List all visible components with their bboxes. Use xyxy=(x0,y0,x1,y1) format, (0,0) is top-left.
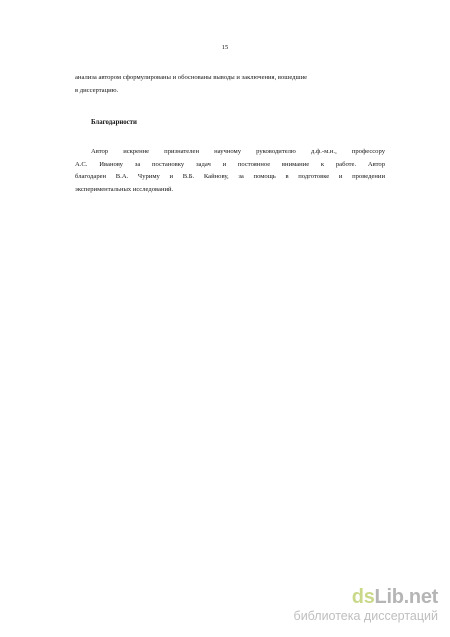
paragraph-line: экспериментальных исследований. xyxy=(75,185,174,193)
paragraph-line: А.С. Иванову за постановку задач и постоянное внимание к работе. Автор xyxy=(75,160,385,168)
logo-lib: Lib xyxy=(374,586,404,608)
dslib-logo xyxy=(294,587,438,607)
page-number: 15 xyxy=(221,44,229,51)
acknowledgements-heading: Благодарности xyxy=(91,119,137,126)
logo-net: .net xyxy=(403,586,438,608)
paragraph-line: анализа автором сформулированы и обоснованы выводы и заключения, вошедшие xyxy=(75,74,308,81)
paragraph-line: Автор искренне признателен научному руководителю д.ф.-м.н., профессору xyxy=(91,148,385,155)
watermark-subtitle: библиотека диссертаций xyxy=(293,609,438,623)
paragraph-line: благодарен В.А. Чуриму и В.Б. Кайнову, за помощь в подготовке и проведении xyxy=(75,173,385,181)
dslib-watermark xyxy=(294,587,438,623)
paragraph-conclusions xyxy=(75,72,385,97)
logo-ds: ds xyxy=(351,586,375,608)
acknowledgements-paragraph xyxy=(75,146,385,196)
paragraph-line: в диссертацию. xyxy=(75,86,119,94)
